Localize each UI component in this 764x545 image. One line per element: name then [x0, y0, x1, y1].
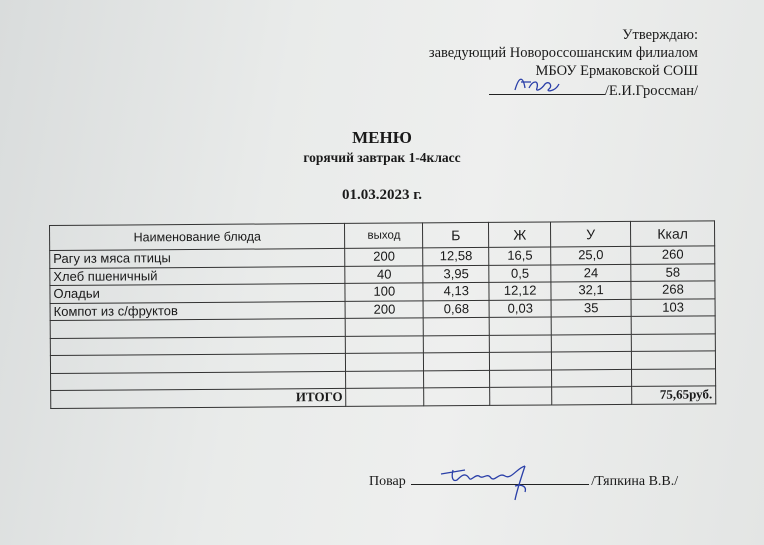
column-header-kcal: Ккал [631, 221, 715, 247]
dish-protein: 0,68 [423, 300, 489, 318]
dish-fat: 0,5 [489, 264, 551, 282]
dish-kcal: 268 [631, 281, 715, 299]
dish-name: Хлеб пшеничный [50, 266, 346, 286]
approval-block [429, 26, 698, 100]
dish-protein: 12,58 [423, 247, 489, 265]
menu-table [49, 220, 716, 408]
approval-position: заведующий Новороссошанским филиалом [428, 45, 698, 61]
approval-signature [489, 80, 605, 95]
dish-yield: 200 [345, 300, 423, 318]
dish-name: Рагу из мяса птицы [50, 248, 346, 268]
handwritten-signature-icon [435, 460, 555, 504]
column-header-fat: Ж [489, 222, 551, 247]
column-header-name: Наименование блюда [50, 223, 346, 250]
total-value: 75,65руб. [632, 386, 716, 404]
dish-protein: 3,95 [423, 265, 489, 283]
dish-kcal: 260 [631, 246, 715, 264]
column-header-carbs: У [551, 221, 631, 247]
column-header-protein: Б [423, 222, 489, 247]
dish-fat: 16,5 [489, 247, 551, 265]
approval-signer: /Е.И.Гроссман/ [604, 83, 698, 99]
dish-yield: 40 [345, 265, 423, 283]
approval-title: Утверждаю: [622, 27, 698, 43]
menu-title: МЕНЮ [352, 128, 412, 147]
menu-date: 01.03.2023 г. [341, 187, 423, 203]
cook-signature [411, 472, 589, 485]
dish-kcal: 103 [631, 298, 715, 316]
dish-fat: 12,12 [489, 282, 551, 300]
dish-kcal: 58 [631, 263, 715, 281]
dish-yield: 200 [345, 248, 423, 266]
approval-school: МБОУ Ермаковской СОШ [535, 63, 698, 79]
total-label: ИТОГО [51, 388, 347, 408]
cook-signature-block [369, 472, 678, 490]
menu-subtitle: горячий завтрак 1-4класс [303, 150, 461, 165]
cook-name: /Тяпкина В.В./ [591, 474, 679, 489]
dish-name: Оладьи [50, 283, 346, 303]
dish-protein: 4,13 [423, 282, 489, 300]
dish-yield: 100 [345, 283, 423, 301]
cook-label: Повар [369, 474, 406, 489]
dish-carbs: 35 [551, 299, 631, 317]
dish-carbs: 24 [551, 264, 631, 282]
approval-signature-line [429, 80, 698, 100]
handwritten-signature-icon [511, 72, 571, 96]
dish-name: Компот из с/фруктов [50, 301, 346, 321]
total-row [51, 386, 716, 408]
dish-carbs: 25,0 [551, 246, 631, 264]
dish-carbs: 32,1 [551, 281, 631, 299]
dish-fat: 0,03 [489, 299, 551, 317]
column-header-yield: выход [345, 223, 423, 249]
